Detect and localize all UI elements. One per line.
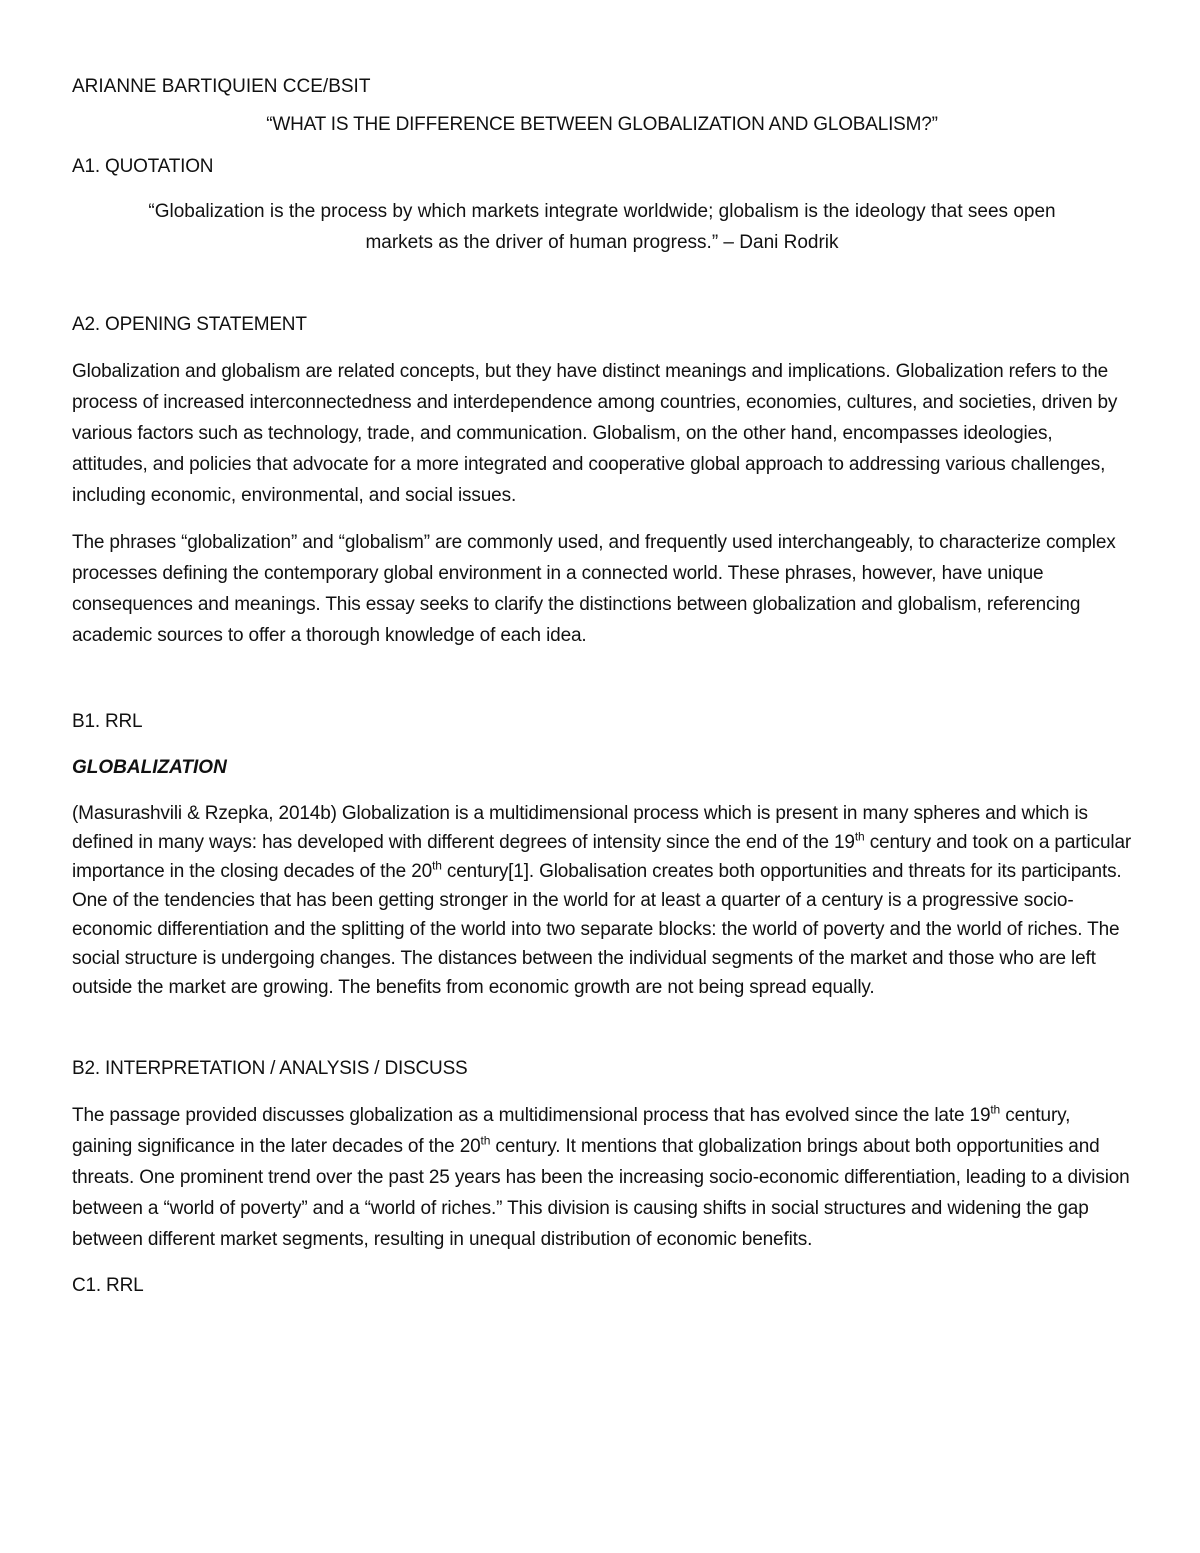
spacer (72, 258, 1132, 310)
spacer (72, 182, 1132, 196)
interpretation-text-part-2: century, gaining significance in the later decades of the 20 (72, 1105, 1071, 1157)
spacer (72, 1084, 1132, 1100)
interpretation-paragraph (72, 1100, 1132, 1255)
rrl-text-part-3: century[1]. Globalisation creates both opportunities and threats for its participants. One of the tendencies that has been getting stronger in the world for at least a quarter of a century is a progressive socio-economic differentiation and the splitting of the world into two separate blocks: the world of poverty and the world of riches. The social structure is undergoing changes. The distances between the individual segments of the market and those who are left outside the market are growing. The benefits from economic growth are not being spread equally. (72, 861, 1122, 998)
spacer (72, 1255, 1132, 1271)
heading-b2-interpretation: B2. INTERPRETATION / ANALYSIS / DISCUSS (72, 1058, 468, 1079)
spacer (72, 1002, 1132, 1054)
heading-a1-quotation: A1. QUOTATION (72, 156, 214, 177)
spacer (72, 340, 1132, 356)
quotation-line-1: “Globalization is the process by which markets integrate worldwide; globalism is the ideology that sees open (148, 201, 1056, 222)
rrl-superscript-1: th (854, 829, 865, 844)
document-title: “WHAT IS THE DIFFERENCE BETWEEN GLOBALIZATION AND GLOBALISM?” (266, 114, 938, 135)
heading-a2-opening-statement: A2. OPENING STATEMENT (72, 314, 307, 335)
opening-paragraph-2: The phrases “globalization” and “globalism” are commonly used, and frequently used interchangeably, to characterize complex processes defining the contemporary global environment in a connected world. These phrases, however, have unique consequences and meanings. This essay seeks to clarify the distinctions between globalization and globalism, referencing academic sources to offer a thorough knowledge of each idea. (72, 532, 1116, 646)
author-line: ARIANNE BARTIQUIEN CCE/BSIT (72, 76, 371, 97)
heading-c1-rrl: C1. RRL (72, 1275, 144, 1296)
rrl-text-part-2: century and took on a particular importance in the closing decades of the 20 (72, 832, 1132, 882)
rrl-superscript-2: th (432, 858, 442, 873)
spacer (72, 140, 1132, 152)
spacer (72, 511, 1132, 527)
heading-b1-rrl: B1. RRL (72, 711, 143, 732)
spacer (72, 783, 1132, 799)
quotation-block (72, 196, 1132, 258)
interpretation-text-part-1: The passage provided discusses globalization as a multidimensional process that has evolved since the late 19 (72, 1105, 991, 1126)
spacer (72, 651, 1132, 707)
interpretation-superscript-1: th (990, 1102, 1001, 1117)
document-page (72, 72, 1132, 1301)
spacer (72, 737, 1132, 753)
interpretation-superscript-2: th (480, 1133, 491, 1148)
subheading-globalization: GLOBALIZATION (72, 757, 227, 778)
quotation-line-2: markets as the driver of human progress.” – Dani Rodrik (365, 232, 839, 253)
rrl-text-part-1: (Masurashvili & Rzepka, 2014b) Globalization is a multidimensional process which is present in many spheres and which is defined in many ways: has developed with different degrees of intensity since the end of the 19 (72, 803, 1088, 853)
opening-paragraph-1: Globalization and globalism are related concepts, but they have distinct meanings and implications. Globalization refers to the process of increased interconnectedness and interdependence among countries, economies, cultures, and societies, driven by various factors such as technology, trade, and communication. Globalism, on the other hand, encompasses ideologies, attitudes, and policies that advocate for a more integrated and cooperative global approach to addressing various challenges, including economic, environmental, and social issues. (72, 361, 1118, 506)
interpretation-text-part-3: century. It mentions that globalization brings about both opportunities and threats. One prominent trend over the past 25 years has been the increasing socio-economic differentiation, leading to a division between a “world of poverty” and a “world of riches.” This division is causing shifts in social structures and widening the gap between different market segments, resulting in unequal distribution of economic benefits. (72, 1136, 1130, 1250)
rrl-paragraph (72, 799, 1132, 1002)
